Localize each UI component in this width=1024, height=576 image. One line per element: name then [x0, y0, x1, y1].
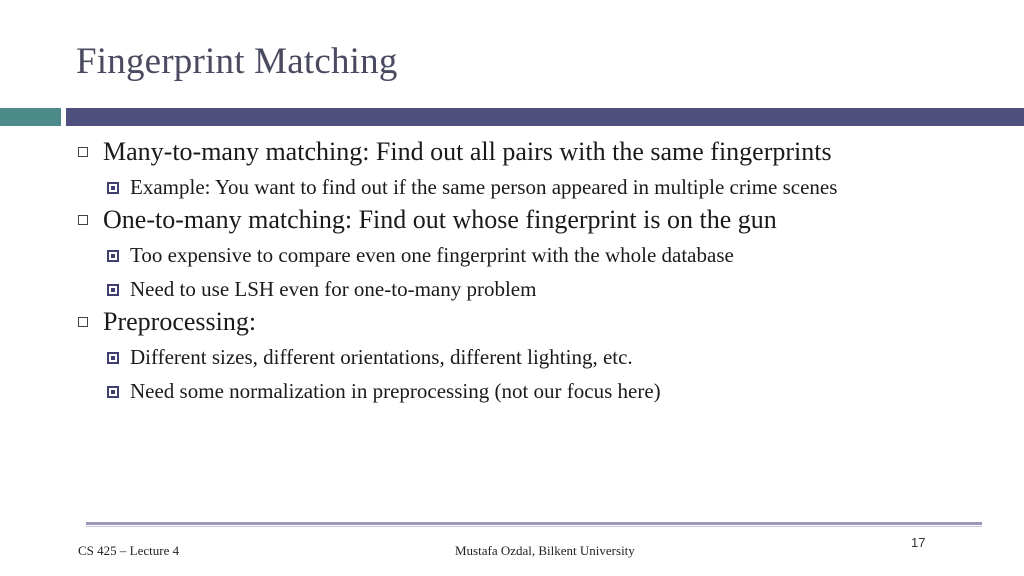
sub-bullet-text: Example: You want to find out if the same person appeared in multiple crime scenes — [130, 175, 838, 199]
bullet-text: Many-to-many matching: Find out all pairs with the same fingerprints — [103, 137, 832, 166]
sub-bullet-3-2 — [76, 376, 1006, 407]
title-accent-bar — [66, 108, 1024, 126]
hollow-square-bullet-icon — [78, 147, 88, 157]
filled-square-bullet-icon — [107, 352, 119, 364]
footer-divider — [86, 522, 982, 525]
sub-bullet-text: Need some normalization in preprocessing (not our focus here) — [130, 379, 661, 403]
footer-divider-thin — [86, 526, 982, 527]
sub-bullet-2-2 — [76, 274, 1006, 305]
hollow-square-bullet-icon — [78, 215, 88, 225]
bullet-1 — [76, 135, 1006, 169]
bullet-text: One-to-many matching: Find out whose fingerprint is on the gun — [103, 205, 777, 234]
sub-bullet-1-1 — [76, 172, 1006, 203]
footer-author: Mustafa Ozdal, Bilkent University — [455, 543, 635, 558]
sub-bullet-text: Too expensive to compare even one fingerprint with the whole database — [130, 243, 734, 267]
page-number: 17 — [911, 535, 926, 550]
filled-square-bullet-icon — [107, 386, 119, 398]
title-accent-bar-left — [0, 108, 61, 126]
slide-title: Fingerprint Matching — [76, 41, 398, 82]
hollow-square-bullet-icon — [78, 317, 88, 327]
bullet-text: Preprocessing: — [103, 307, 257, 336]
slide-content — [76, 135, 1006, 407]
filled-square-bullet-icon — [107, 182, 119, 194]
sub-bullet-text: Different sizes, different orientations, different lighting, etc. — [130, 345, 633, 369]
filled-square-bullet-icon — [107, 284, 119, 296]
sub-bullet-2-1 — [76, 240, 1006, 271]
filled-square-bullet-icon — [107, 250, 119, 262]
sub-bullet-text: Need to use LSH even for one-to-many problem — [130, 277, 537, 301]
bullet-3 — [76, 305, 1006, 339]
sub-bullet-3-1 — [76, 342, 1006, 373]
bullet-2 — [76, 203, 1006, 237]
footer-course: CS 425 – Lecture 4 — [78, 543, 180, 558]
